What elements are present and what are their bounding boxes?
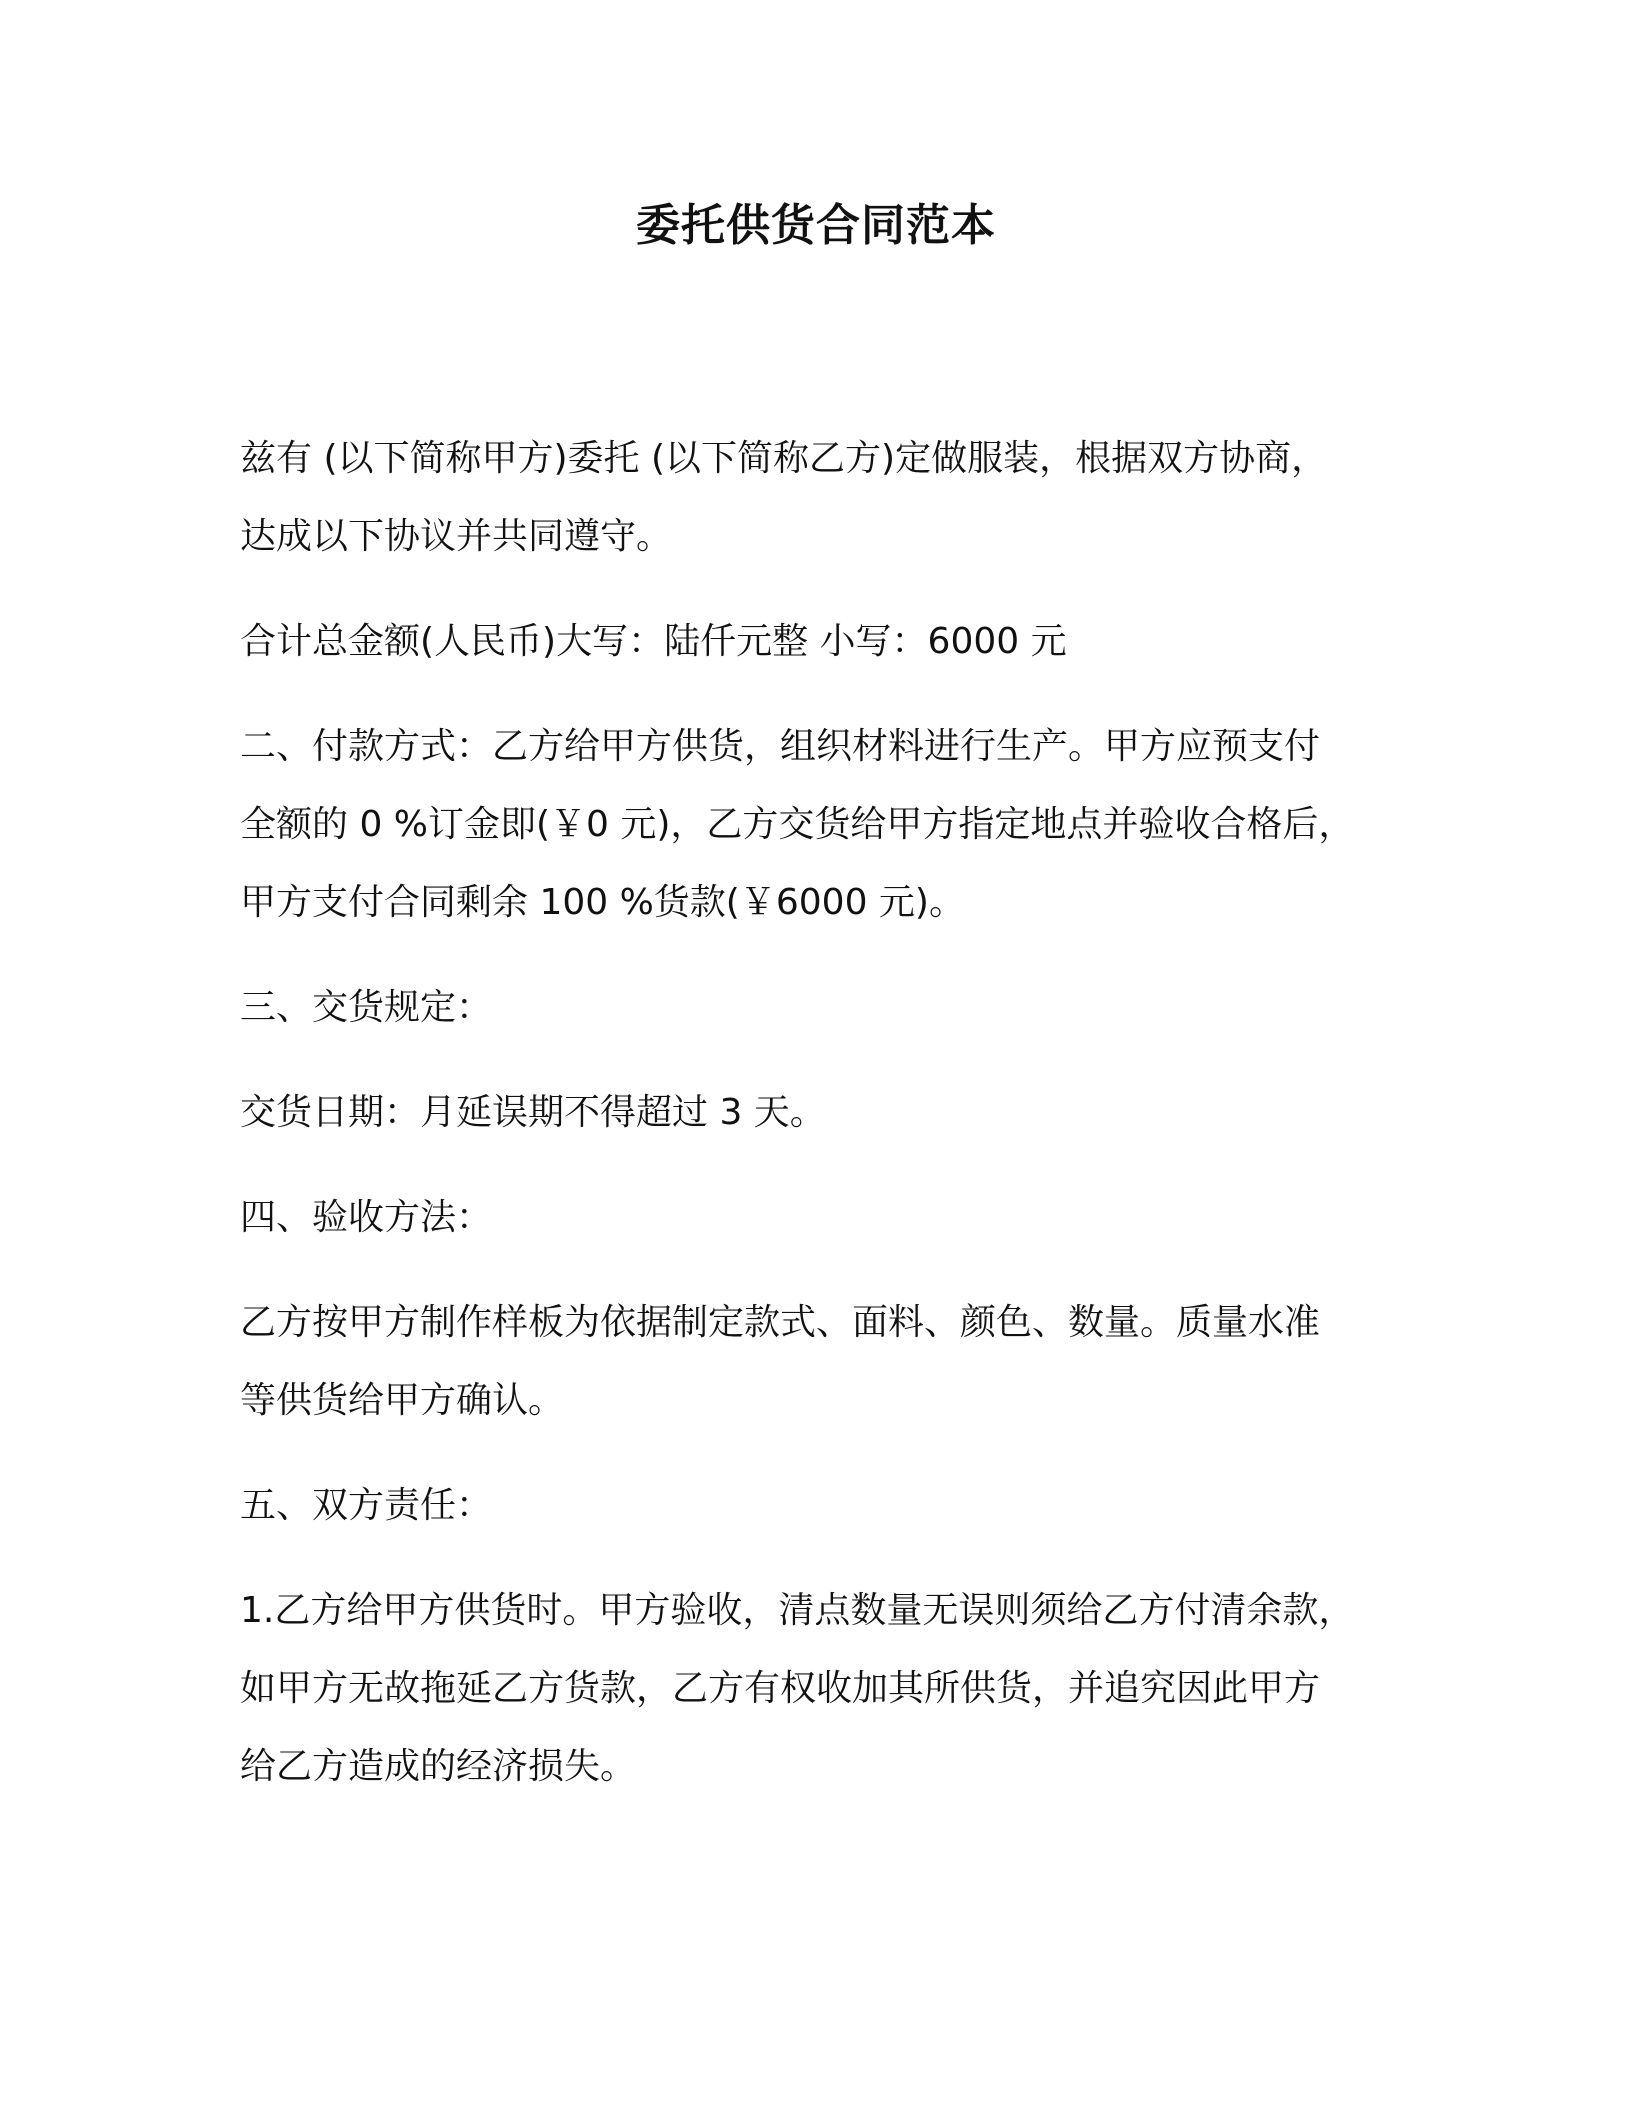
text-line: 交货日期：月延误期不得超过 3 天。 (240, 1092, 826, 1133)
document-title: 委托供货合同范本 (636, 200, 996, 251)
text-line: 四、验收方法： (240, 1197, 493, 1238)
text-line: 达成以下协议并共同遵守。 (240, 516, 673, 557)
section-heading-delivery (240, 969, 1400, 1047)
text-line: 全额的 0 %订金即(￥0 元)，乙方交货给甲方指定地点并验收合格后， (240, 804, 1355, 845)
paragraph-intro (240, 420, 1400, 576)
text-line: 甲方支付合同剩余 100 %货款(￥6000 元)。 (240, 882, 965, 923)
document-body (240, 420, 1400, 1833)
text-line: 1.乙方给甲方供货时。甲方验收，清点数量无误则须给乙方付清余款， (240, 1590, 1355, 1631)
text-line: 二、付款方式：乙方给甲方供货，组织材料进行生产。甲方应预支付 (240, 726, 1321, 767)
paragraph-delivery-date (240, 1074, 1400, 1152)
text-line: 如甲方无故拖延乙方货款，乙方有权收加其所供货，并追究因此甲方 (240, 1668, 1321, 1709)
paragraph-responsibility-1 (240, 1572, 1400, 1806)
text-line: 给乙方造成的经济损失。 (240, 1746, 637, 1787)
text-line: 兹有 (以下简称甲方)委托 (以下简称乙方)定做服装，根据双方协商， (240, 438, 1328, 479)
text-line: 等供货给甲方确认。 (240, 1380, 565, 1421)
paragraph-total-amount (240, 603, 1400, 681)
paragraph-acceptance (240, 1284, 1400, 1440)
paragraph-payment-method (240, 708, 1400, 942)
text-line: 五、双方责任： (240, 1485, 493, 1526)
text-line: 合计总金额(人民币)大写：陆仟元整 小写：6000 元 (240, 621, 1067, 662)
text-line: 乙方按甲方制作样板为依据制定款式、面料、颜色、数量。质量水准 (240, 1302, 1321, 1343)
text-line: 三、交货规定： (240, 987, 493, 1028)
section-heading-acceptance (240, 1179, 1400, 1257)
section-heading-responsibilities (240, 1467, 1400, 1545)
